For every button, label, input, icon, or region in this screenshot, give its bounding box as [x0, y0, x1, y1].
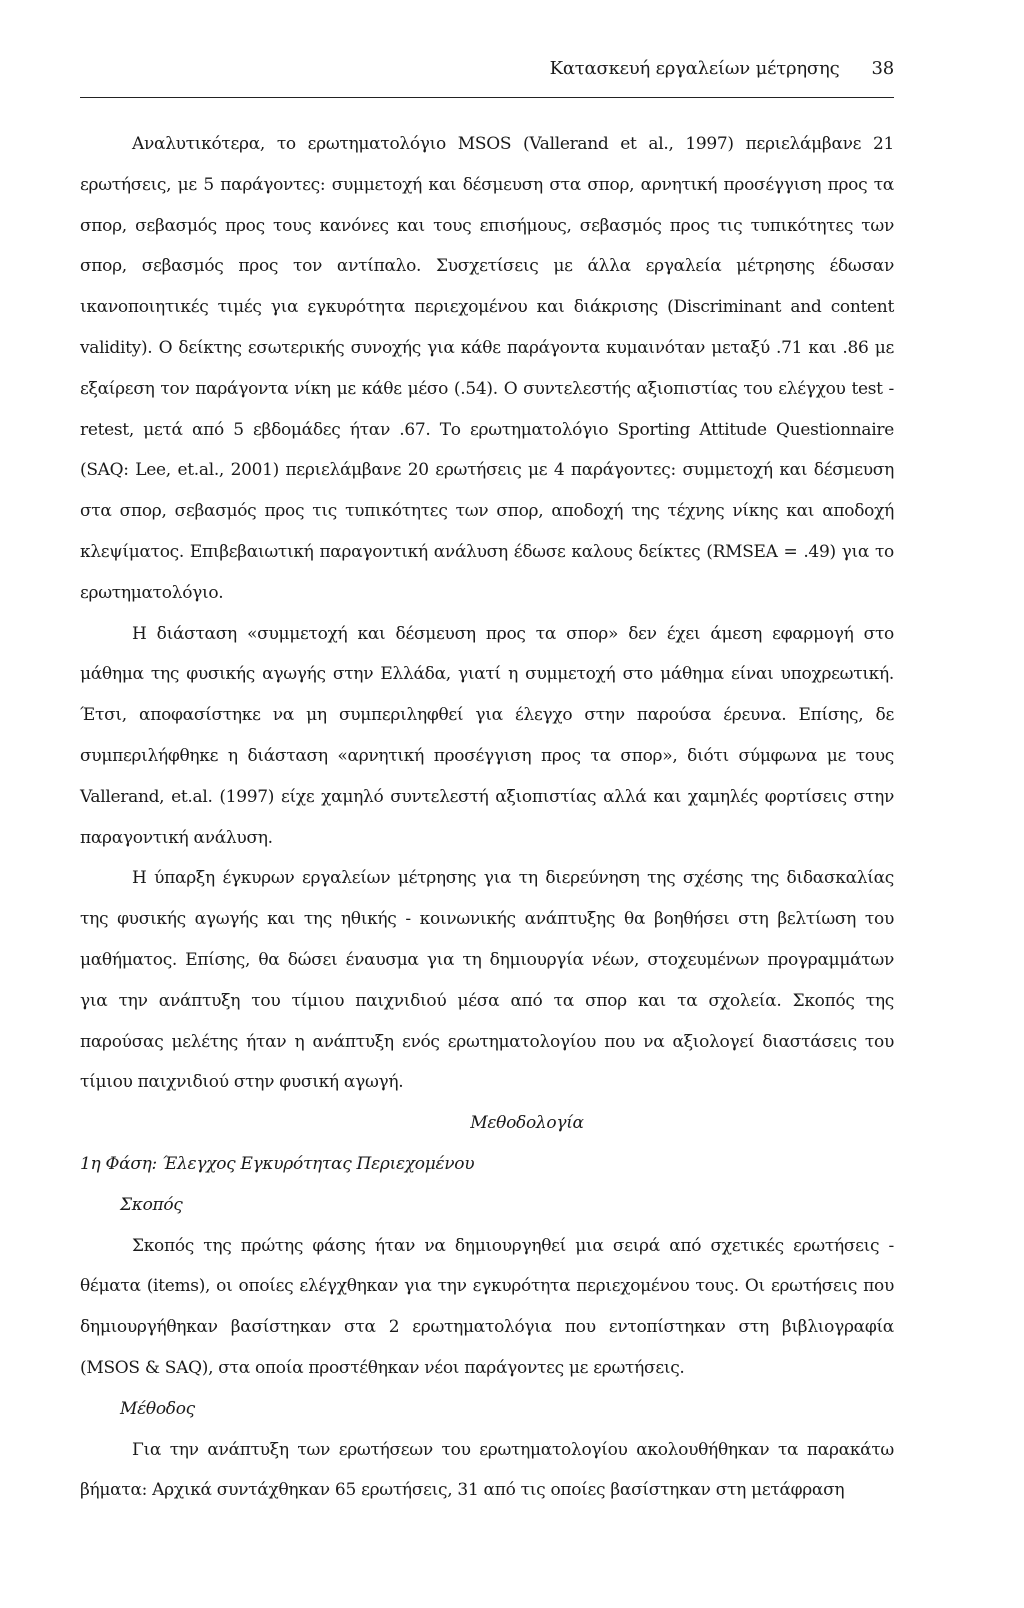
- running-title: Κατασκευή εργαλείων μέτρησης: [549, 58, 840, 79]
- subheading-method: Μέθοδος: [120, 1398, 195, 1419]
- running-header: [80, 58, 894, 79]
- paragraph-3: Η ύπαρξη έγκυρων εργαλείων μέτρησης για τη διερεύνηση της σχέσης της διδασκαλίας της φυσικής αγωγής και της ηθικής - κοινωνικής ανάπτυξης θα βοηθήσει στη βελτίωση του μαθήματος. Επίσης, θα δώσει έναυσμα για τη δημιουργία νέων, στοχευμένων προγραμμάτων για την ανάπτυξη του τίμιου παιχνιδιού μέσα από τα σπορ και τα σχολεία. Σκοπός της παρούσας μελέτης ήταν η ανάπτυξη ενός ερωτηματολογίου που να αξιολογεί διαστάσεις του τίμιου παιχνιδιού στην φυσική αγωγή.: [80, 868, 894, 1093]
- body-text: [80, 124, 894, 1511]
- paragraph-4: Σκοπός της πρώτης φάσης ήταν να δημιουργηθεί μια σειρά από σχετικές ερωτήσεις - θέματα (items), οι οποίες ελέγχθηκαν για την εγκυρότητα περιεχομένου τους. Οι ερωτήσεις που δημιουργήθηκαν βασίστηκαν στα 2 ερωτηματολόγια που εντοπίστηκαν στη βιβλιογραφία (MSOS & SAQ), στα οποία προστέθηκαν νέοι παράγοντες με ερωτήσεις.: [80, 1235, 894, 1378]
- header-rule: [80, 97, 894, 98]
- paragraph-2: Η διάσταση «συμμετοχή και δέσμευση προς τα σπορ» δεν έχει άμεση εφαρμογή στο μάθημα της φυσικής αγωγής στην Ελλάδα, γιατί η συμμετοχή στο μάθημα είναι υποχρεωτική. Έτσι, αποφασίστηκε να μη συμπεριληφθεί για έλεγχο στην παρούσα έρευνα. Επίσης, δε συμπεριλήφθηκε η διάσταση «αρνητική προσέγγιση προς τα σπορ», διότι σύμφωνα με τους Vallerand, et.al. (1997) είχε χαμηλό συντελεστή αξιοπιστίας αλλά και χαμηλές φορτίσεις στην παραγοντική ανάλυση.: [80, 623, 894, 848]
- paragraph-5: Για την ανάπτυξη των ερωτήσεων του ερωτηματολογίου ακολουθήθηκαν τα παρακάτω βήματα: Αρχικά συντάχθηκαν 65 ερωτήσεις, 31 από τις οποίες βασίστηκαν στη μετάφραση: [80, 1439, 894, 1501]
- page-number: 38: [871, 58, 894, 79]
- subsection-heading-phase-1: 1η Φάση: Έλεγχος Εγκυρότητας Περιεχομένου: [80, 1153, 475, 1174]
- paragraph-1: Αναλυτικότερα, το ερωτηματολόγιο MSOS (Vallerand et al., 1997) περιελάμβανε 21 ερωτήσεις, με 5 παράγοντες: συμμετοχή και δέσμευση στα σπορ, αρνητική προσέγγιση προς τα σπορ, σεβασμός προς τους κανόνες και τους επισήμους, σεβασμός προς τις τυπικότητες των σπορ, σεβασμός προς τον αντίπαλο. Συσχετίσεις με άλλα εργαλεία μέτρησης έδωσαν ικανοποιητικές τιμές για εγκυρότητα περιεχομένου και διάκρισης (Discriminant and content validity). Ο δείκτης εσωτερικής συνοχής για κάθε παράγοντα κυμαινόταν μεταξύ .71 και .86 με εξαίρεση τον παράγοντα νίκη με κάθε μέσο (.54). Ο συντελεστής αξιοπιστίας του ελέγχου test - retest, μετά από 5 εβδομάδες ήταν .67. Το ερωτηματολόγιο Sporting Attitude Questionnaire (SAQ: Lee, et.al., 2001) περιελάμβανε 20 ερωτήσεις με 4 παράγοντες: συμμετοχή και δέσμευση στα σπορ, σεβασμός προς τις τυπικότητες των σπορ, αποδοχή της τέχνης νίκης και αποδοχή κλεψίματος. Επιβεβαιωτική παραγοντική ανάλυση έδωσε καλους δείκτες (RMSEA = .49) για το ερωτηματολόγιο.: [80, 134, 894, 603]
- subheading-aim: Σκοπός: [120, 1194, 183, 1215]
- section-heading-methodology: Μεθοδολογία: [470, 1113, 584, 1134]
